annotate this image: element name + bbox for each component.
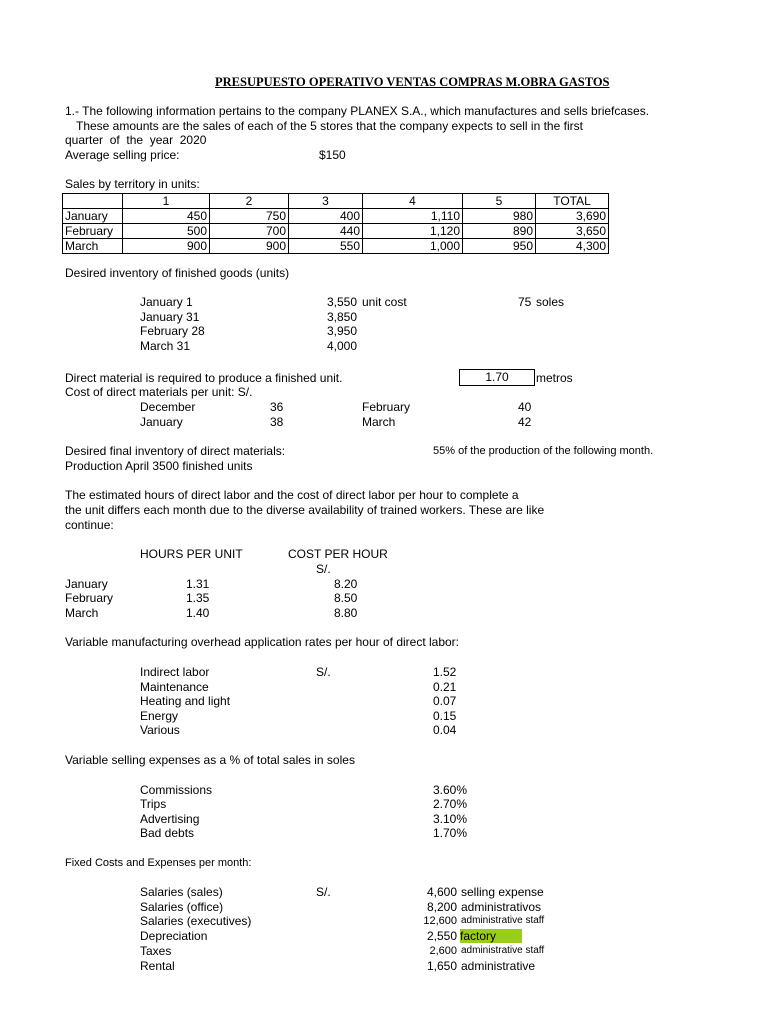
- april-production-label: Production April 3500 finished units: [65, 459, 253, 473]
- inventory-value: 4,000: [327, 339, 358, 353]
- sales-cell: 1,120: [363, 224, 463, 239]
- selling-value: 2.70%: [433, 797, 468, 811]
- inventory-date: February 28: [140, 324, 205, 338]
- sales-cell: 980: [463, 209, 536, 224]
- sales-cell: 900: [210, 239, 289, 254]
- labor-paragraph-3: continue:: [65, 518, 114, 532]
- table-row: [63, 224, 609, 239]
- overhead-value: 0.07: [433, 694, 457, 708]
- hours-per-unit-header: HOURS PER UNIT: [140, 547, 243, 561]
- cost-per-hour-header: COST PER HOUR: [288, 547, 388, 561]
- sales-header-total: TOTAL: [536, 194, 609, 209]
- sales-total-cell: 3,690: [536, 209, 609, 224]
- material-cost-value: 36: [270, 400, 284, 414]
- overhead-value: 0.04: [433, 723, 457, 737]
- inventory-value: 3,550: [327, 295, 358, 309]
- fixed-value: 1,650: [426, 959, 457, 973]
- sales-header-store-2: 2: [210, 194, 289, 209]
- overhead-value: 1.52: [433, 665, 457, 679]
- selling-heading: Variable selling expenses as a % of total sales in soles: [65, 753, 355, 767]
- sales-cell: 750: [210, 209, 289, 224]
- overhead-label: Indirect labor: [140, 665, 210, 679]
- intro-line-1: 1.- The following information pertains to the company PLANEX S.A., which manufactures and sells briefcases.: [65, 104, 650, 118]
- unit-cost-value: 75: [518, 295, 532, 309]
- labor-hours: 1.40: [186, 606, 210, 620]
- fixed-note: administrative staff: [461, 945, 545, 956]
- sales-month: March: [63, 239, 123, 254]
- selling-label: Advertising: [140, 812, 200, 826]
- fixed-value: 2,550: [426, 929, 457, 943]
- final-inventory-note: 55% of the production of the following month.: [433, 445, 654, 457]
- intro-line-3: quarter of the year 2020: [65, 133, 207, 147]
- overhead-heading: Variable manufacturing overhead application rates per hour of direct labor:: [65, 635, 460, 649]
- sales-cell: 900: [123, 239, 210, 254]
- sales-heading: Sales by territory in units:: [65, 177, 200, 191]
- final-inventory-label: Desired final inventory of direct materials:: [65, 444, 286, 458]
- selling-label: Commissions: [140, 783, 213, 797]
- fixed-note: administrativos: [461, 900, 542, 914]
- overhead-currency: S/.: [316, 665, 331, 679]
- fixed-currency: S/.: [316, 885, 331, 899]
- fixed-label: Salaries (executives): [140, 914, 252, 928]
- labor-month: January: [65, 577, 108, 591]
- overhead-label: Various: [140, 723, 180, 737]
- inventory-date: January 31: [140, 310, 200, 324]
- labor-cost: 8.20: [334, 577, 358, 591]
- inventory-date: March 31: [140, 339, 191, 353]
- sales-header-store-4: 4: [363, 194, 463, 209]
- selling-value: 3.60%: [433, 783, 468, 797]
- fixed-label: Salaries (office): [140, 900, 224, 914]
- table-row: [63, 239, 609, 254]
- labor-month: February: [65, 591, 114, 605]
- fixed-label: Depreciation: [140, 929, 208, 943]
- inventory-date: January 1: [140, 295, 193, 309]
- fixed-label: Salaries (sales): [140, 885, 223, 899]
- cost-per-hour-currency: S/.: [316, 562, 331, 576]
- fixed-label: Rental: [140, 959, 175, 973]
- sales-cell: 500: [123, 224, 210, 239]
- material-required-value: 1.70: [459, 369, 535, 386]
- material-required-label: Direct material is required to produce a finished unit.: [65, 371, 343, 385]
- avg-price-value: $150: [319, 148, 346, 162]
- material-cost-value: 42: [518, 415, 532, 429]
- inventory-value: 3,850: [327, 310, 358, 324]
- sales-cell: 890: [463, 224, 536, 239]
- sales-cell: 400: [289, 209, 363, 224]
- unit-cost-currency: soles: [536, 295, 565, 309]
- intro-line-2: These amounts are the sales of each of the 5 stores that the company expects to sell in the first: [76, 119, 583, 133]
- sales-cell: 440: [289, 224, 363, 239]
- labor-paragraph-2: the unit differs each month due to the diverse availability of trained workers. These are like: [65, 503, 545, 517]
- sales-month: January: [63, 209, 123, 224]
- sales-header-store-1: 1: [123, 194, 210, 209]
- material-cost-label: Cost of direct materials per unit: S/.: [65, 385, 253, 399]
- fixed-value: 4,600: [426, 885, 457, 899]
- sales-total-cell: 4,300: [536, 239, 609, 254]
- labor-month: March: [65, 606, 99, 620]
- sales-total-cell: 3,650: [536, 224, 609, 239]
- material-cost-month: January: [140, 415, 183, 429]
- overhead-value: 0.21: [433, 680, 457, 694]
- labor-paragraph-1: The estimated hours of direct labor and the cost of direct labor per hour to complete a: [65, 488, 519, 502]
- fixed-note: selling expense: [461, 885, 544, 899]
- material-cost-month: December: [140, 400, 196, 414]
- sales-header-blank: [63, 194, 123, 209]
- sales-cell: 550: [289, 239, 363, 254]
- sales-cell: 950: [463, 239, 536, 254]
- overhead-label: Energy: [140, 709, 179, 723]
- selling-value: 1.70%: [433, 826, 468, 840]
- fixed-value: 8,200: [426, 900, 457, 914]
- inventory-value: 3,950: [327, 324, 358, 338]
- inventory-heading: Desired inventory of finished goods (units): [65, 266, 290, 280]
- sales-header-store-3: 3: [289, 194, 363, 209]
- labor-hours: 1.35: [186, 591, 210, 605]
- sales-month: February: [63, 224, 123, 239]
- labor-hours: 1.31: [186, 577, 210, 591]
- sales-header-store-5: 5: [463, 194, 536, 209]
- fixed-note-highlighted: factory: [460, 929, 522, 943]
- sales-cell: 450: [123, 209, 210, 224]
- avg-price-label: Average selling price:: [65, 148, 180, 162]
- sales-cell: 1,110: [363, 209, 463, 224]
- overhead-label: Maintenance: [140, 680, 209, 694]
- labor-cost: 8.50: [334, 591, 358, 605]
- unit-cost-label: unit cost: [362, 295, 407, 309]
- fixed-note: administrative: [461, 959, 536, 973]
- selling-label: Bad debts: [140, 826, 195, 840]
- fixed-heading: Fixed Costs and Expenses per month:: [65, 857, 252, 869]
- material-required-unit: metros: [536, 371, 573, 385]
- sales-table: [62, 193, 609, 254]
- sales-cell: 700: [210, 224, 289, 239]
- page-title: PRESUPUESTO OPERATIVO VENTAS COMPRAS M.OBRA GASTOS: [215, 75, 610, 89]
- material-cost-value: 38: [270, 415, 284, 429]
- fixed-note: administrative staff: [461, 915, 545, 926]
- table-row: [63, 209, 609, 224]
- fixed-value: 12,600: [423, 915, 457, 927]
- material-cost-value: 40: [518, 400, 532, 414]
- material-cost-month: February: [362, 400, 411, 414]
- overhead-value: 0.15: [433, 709, 457, 723]
- selling-label: Trips: [140, 797, 167, 811]
- labor-cost: 8.80: [334, 606, 358, 620]
- selling-value: 3.10%: [433, 812, 468, 826]
- fixed-value: 2,600: [429, 945, 457, 957]
- material-cost-month: March: [362, 415, 396, 429]
- sales-cell: 1,000: [363, 239, 463, 254]
- fixed-label: Taxes: [140, 944, 172, 958]
- overhead-label: Heating and light: [140, 694, 231, 708]
- sales-header-row: [63, 194, 609, 209]
